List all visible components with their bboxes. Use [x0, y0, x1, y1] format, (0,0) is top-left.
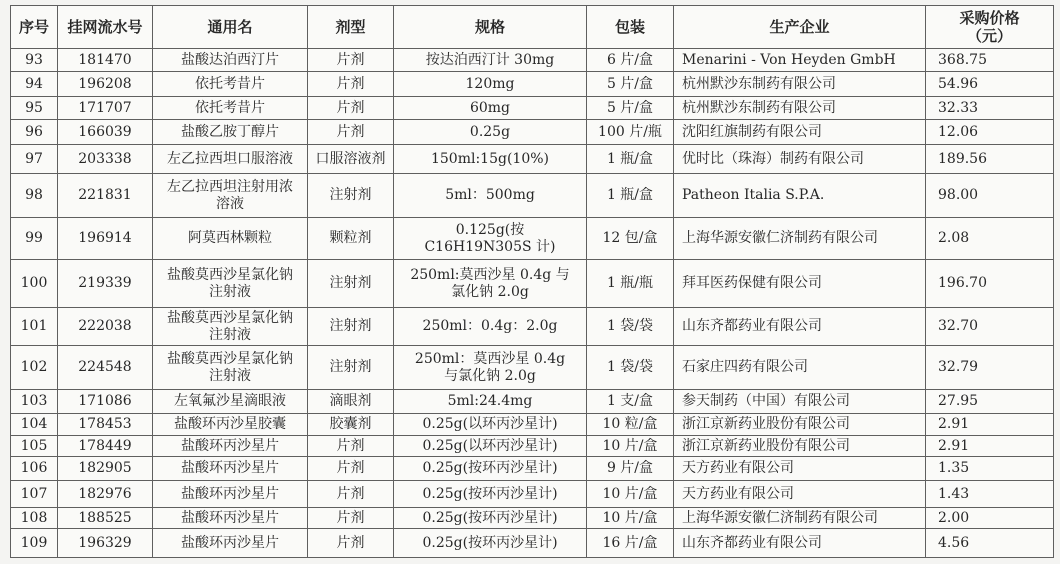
header-manufacturer: 生产企业	[674, 6, 926, 49]
cell-generic-name	[153, 414, 308, 436]
cell-listing-no: 171086	[58, 390, 153, 414]
cell-seq: 104	[11, 414, 58, 436]
cell-manufacturer: 浙江京新药业股份有限公司	[674, 414, 926, 436]
cell-generic-name	[153, 308, 308, 346]
cell-price: 32.33	[926, 97, 1054, 120]
cell-generic-name-text: 盐酸莫西沙星氯化钠注射液	[166, 266, 293, 300]
cell-generic-name	[153, 508, 308, 529]
cell-package: 100 片/瓶	[587, 120, 674, 145]
cell-spec	[394, 97, 587, 120]
cell-spec	[394, 174, 587, 218]
cell-listing-no: 203338	[58, 145, 153, 174]
cell-seq: 105	[11, 436, 58, 457]
cell-package: 1 瓶/盒	[587, 145, 674, 174]
cell-seq: 93	[11, 49, 58, 72]
cell-package: 1 瓶/盒	[587, 174, 674, 218]
cell-generic-name-text: 盐酸莫西沙星氯化钠注射液	[166, 350, 293, 384]
cell-generic-name-text: 盐酸达泊西汀片	[180, 51, 279, 68]
cell-dosage-form: 胶囊剂	[308, 414, 394, 436]
cell-generic-name-text: 盐酸乙胺丁醇片	[180, 123, 279, 140]
cell-manufacturer: 拜耳医药保健有限公司	[674, 260, 926, 308]
cell-generic-name-text: 左氧氟沙星滴眼液	[173, 393, 286, 409]
cell-dosage-form: 颗粒剂	[308, 218, 394, 260]
cell-price: 2.08	[926, 218, 1054, 260]
cell-listing-no: 196914	[58, 218, 153, 260]
cell-manufacturer: 沈阳红旗制药有限公司	[674, 120, 926, 145]
cell-manufacturer: 石家庄四药有限公司	[674, 346, 926, 390]
table-row	[11, 218, 1054, 260]
cell-spec-text: 150ml:15g(10%)	[430, 150, 549, 167]
cell-price: 27.95	[926, 390, 1054, 414]
cell-package: 10 片/盒	[587, 481, 674, 508]
cell-package: 1 支/盒	[587, 390, 674, 414]
table-body	[11, 49, 1054, 558]
cell-listing-no: 171707	[58, 97, 153, 120]
cell-seq: 95	[11, 97, 58, 120]
table-row	[11, 414, 1054, 436]
cell-seq: 98	[11, 174, 58, 218]
cell-generic-name	[153, 436, 308, 457]
cell-spec-text: 250ml:莫西沙星 0.4g 与氯化钠 2.0g	[410, 266, 570, 300]
cell-price: 2.91	[926, 414, 1054, 436]
cell-spec-text: 5ml：500mg	[445, 187, 535, 203]
cell-package: 10 粒/盒	[587, 414, 674, 436]
cell-generic-name	[153, 97, 308, 120]
cell-spec	[394, 414, 587, 436]
table-row	[11, 390, 1054, 414]
cell-manufacturer: 上海华源安徽仁济制药有限公司	[674, 508, 926, 529]
cell-manufacturer: 浙江京新药业股份有限公司	[674, 436, 926, 457]
table-row	[11, 97, 1054, 120]
cell-price: 196.70	[926, 260, 1054, 308]
cell-generic-name	[153, 390, 308, 414]
cell-package: 9 片/盒	[587, 457, 674, 481]
cell-dosage-form: 注射剂	[308, 346, 394, 390]
cell-spec-text: 按达泊西汀计 30mg	[425, 51, 555, 68]
cell-generic-name-text: 盐酸环丙沙星片	[180, 437, 279, 454]
table-row	[11, 508, 1054, 529]
cell-seq: 100	[11, 260, 58, 308]
header-package: 包装	[587, 6, 674, 49]
cell-spec-text: 0.25g(按环丙沙星计)	[422, 509, 558, 526]
cell-manufacturer: 杭州默沙东制药有限公司	[674, 72, 926, 97]
cell-manufacturer: 天方药业有限公司	[674, 457, 926, 481]
cell-package: 5 片/盒	[587, 97, 674, 120]
cell-spec	[394, 260, 587, 308]
cell-dosage-form: 口服溶液剂	[308, 145, 394, 174]
table-row	[11, 120, 1054, 145]
cell-generic-name	[153, 72, 308, 97]
cell-price: 12.06	[926, 120, 1054, 145]
cell-dosage-form: 片剂	[308, 481, 394, 508]
cell-price: 32.79	[926, 346, 1054, 390]
cell-seq: 107	[11, 481, 58, 508]
cell-generic-name	[153, 145, 308, 174]
cell-generic-name-text: 依托考昔片	[194, 99, 265, 116]
cell-spec	[394, 308, 587, 346]
cell-package: 12 包/盒	[587, 218, 674, 260]
cell-dosage-form: 片剂	[308, 97, 394, 120]
cell-listing-no: 196329	[58, 529, 153, 558]
cell-dosage-form: 片剂	[308, 508, 394, 529]
table-row	[11, 481, 1054, 508]
cell-spec	[394, 508, 587, 529]
cell-spec	[394, 218, 587, 260]
cell-manufacturer: 杭州默沙东制药有限公司	[674, 97, 926, 120]
cell-seq: 103	[11, 390, 58, 414]
cell-price: 2.91	[926, 436, 1054, 457]
table-row	[11, 145, 1054, 174]
cell-package: 16 片/盒	[587, 529, 674, 558]
cell-listing-no: 166039	[58, 120, 153, 145]
cell-spec-text: 250ml：莫西沙星 0.4g 与氯化钠 2.0g	[414, 350, 566, 384]
cell-package: 1 瓶/瓶	[587, 260, 674, 308]
cell-dosage-form: 片剂	[308, 120, 394, 145]
table-row	[11, 308, 1054, 346]
cell-dosage-form: 片剂	[308, 436, 394, 457]
cell-generic-name-text: 左乙拉西坦口服溶液	[166, 150, 293, 167]
cell-generic-name	[153, 481, 308, 508]
cell-generic-name	[153, 457, 308, 481]
cell-spec	[394, 72, 587, 97]
cell-spec-text: 5ml:24.4mg	[447, 393, 533, 409]
header-price-unit: （元）	[966, 27, 1012, 45]
cell-dosage-form: 片剂	[308, 49, 394, 72]
cell-package: 1 袋/袋	[587, 346, 674, 390]
table-row	[11, 174, 1054, 218]
table-row	[11, 72, 1054, 97]
cell-spec-text: 0.25g	[469, 123, 511, 140]
cell-generic-name	[153, 218, 308, 260]
cell-seq: 97	[11, 145, 58, 174]
cell-generic-name-text: 盐酸莫西沙星氯化钠注射液	[166, 309, 293, 343]
cell-listing-no: 178453	[58, 414, 153, 436]
cell-seq: 108	[11, 508, 58, 529]
table-row	[11, 529, 1054, 558]
header-dosage-form: 剂型	[308, 6, 394, 49]
cell-dosage-form: 注射剂	[308, 260, 394, 308]
cell-manufacturer: 山东齐都药业有限公司	[674, 308, 926, 346]
cell-generic-name-text: 盐酸环丙沙星片	[180, 485, 279, 502]
cell-generic-name-text: 依托考昔片	[194, 75, 265, 92]
cell-package: 6 片/盒	[587, 49, 674, 72]
cell-spec-text: 0.25g(按环丙沙星计)	[422, 534, 558, 551]
cell-listing-no: 182905	[58, 457, 153, 481]
cell-package: 5 片/盒	[587, 72, 674, 97]
cell-seq: 102	[11, 346, 58, 390]
cell-dosage-form: 片剂	[308, 457, 394, 481]
cell-generic-name-text: 阿莫西林颗粒	[187, 230, 272, 246]
header-seq: 序号	[11, 6, 58, 49]
cell-generic-name	[153, 529, 308, 558]
cell-generic-name	[153, 174, 308, 218]
header-listing-no: 挂网流水号	[58, 6, 153, 49]
cell-spec	[394, 346, 587, 390]
cell-price: 32.70	[926, 308, 1054, 346]
cell-generic-name	[153, 49, 308, 72]
cell-listing-no: 182976	[58, 481, 153, 508]
drug-price-table	[10, 5, 1054, 558]
cell-price: 2.00	[926, 508, 1054, 529]
cell-generic-name-text: 左乙拉西坦注射用浓溶液	[166, 178, 293, 212]
cell-manufacturer: 上海华源安徽仁济制药有限公司	[674, 218, 926, 260]
table-row	[11, 346, 1054, 390]
cell-spec	[394, 49, 587, 72]
cell-manufacturer: 山东齐都药业有限公司	[674, 529, 926, 558]
cell-seq: 94	[11, 72, 58, 97]
cell-manufacturer: Patheon Italia S.P.A.	[674, 174, 926, 218]
header-spec: 规格	[394, 6, 587, 49]
cell-seq: 109	[11, 529, 58, 558]
cell-spec-text: 60mg	[469, 99, 511, 116]
cell-spec-text: 0.25g(按环丙沙星计)	[422, 485, 558, 502]
cell-price: 98.00	[926, 174, 1054, 218]
cell-spec	[394, 145, 587, 174]
cell-manufacturer: 优时比（珠海）制药有限公司	[674, 145, 926, 174]
cell-generic-name-text: 盐酸环丙沙星胶囊	[173, 416, 286, 432]
cell-seq: 96	[11, 120, 58, 145]
cell-generic-name-text: 盐酸环丙沙星片	[180, 509, 279, 526]
cell-listing-no: 219339	[58, 260, 153, 308]
cell-spec-text: 0.125g(按 C16H19N305S 计)	[424, 221, 556, 255]
cell-package: 10 片/盒	[587, 436, 674, 457]
cell-manufacturer: 天方药业有限公司	[674, 481, 926, 508]
cell-seq: 99	[11, 218, 58, 260]
cell-spec-text: 0.25g(以环丙沙星计)	[422, 437, 558, 454]
cell-generic-name-text: 盐酸环丙沙星片	[180, 534, 279, 551]
cell-listing-no: 221831	[58, 174, 153, 218]
cell-dosage-form: 滴眼剂	[308, 390, 394, 414]
cell-generic-name	[153, 120, 308, 145]
cell-generic-name	[153, 346, 308, 390]
cell-manufacturer: Menarini - Von Heyden GmbH	[674, 49, 926, 72]
cell-listing-no: 224548	[58, 346, 153, 390]
cell-spec-text: 0.25g(按环丙沙星计)	[422, 460, 558, 476]
cell-price: 1.35	[926, 457, 1054, 481]
cell-price: 54.96	[926, 72, 1054, 97]
cell-package: 1 袋/袋	[587, 308, 674, 346]
header-row	[11, 6, 1054, 49]
cell-spec	[394, 436, 587, 457]
cell-dosage-form: 片剂	[308, 529, 394, 558]
header-price-label: 采购价格	[959, 9, 1020, 27]
cell-manufacturer: 参天制药（中国）有限公司	[674, 390, 926, 414]
cell-dosage-form: 注射剂	[308, 308, 394, 346]
cell-spec-text: 250ml：0.4g：2.0g	[422, 318, 558, 334]
cell-price: 368.75	[926, 49, 1054, 72]
cell-price: 1.43	[926, 481, 1054, 508]
cell-price: 4.56	[926, 529, 1054, 558]
cell-spec-text: 0.25g(以环丙沙星计)	[422, 416, 558, 432]
cell-seq: 101	[11, 308, 58, 346]
cell-spec	[394, 390, 587, 414]
header-generic-name: 通用名	[153, 6, 308, 49]
table-row	[11, 436, 1054, 457]
cell-listing-no: 181470	[58, 49, 153, 72]
cell-listing-no: 196208	[58, 72, 153, 97]
cell-price: 189.56	[926, 145, 1054, 174]
cell-dosage-form: 注射剂	[308, 174, 394, 218]
cell-generic-name	[153, 260, 308, 308]
cell-spec	[394, 529, 587, 558]
cell-spec	[394, 481, 587, 508]
cell-listing-no: 222038	[58, 308, 153, 346]
table-row	[11, 457, 1054, 481]
cell-listing-no: 178449	[58, 436, 153, 457]
cell-listing-no: 188525	[58, 508, 153, 529]
table-header	[11, 6, 1054, 49]
table-row	[11, 49, 1054, 72]
cell-dosage-form: 片剂	[308, 72, 394, 97]
cell-spec	[394, 457, 587, 481]
table-row	[11, 260, 1054, 308]
cell-seq: 106	[11, 457, 58, 481]
cell-spec-text: 120mg	[465, 75, 515, 92]
header-price	[926, 6, 1054, 49]
cell-package: 10 片/盒	[587, 508, 674, 529]
cell-generic-name-text: 盐酸环丙沙星片	[180, 460, 279, 476]
cell-spec	[394, 120, 587, 145]
